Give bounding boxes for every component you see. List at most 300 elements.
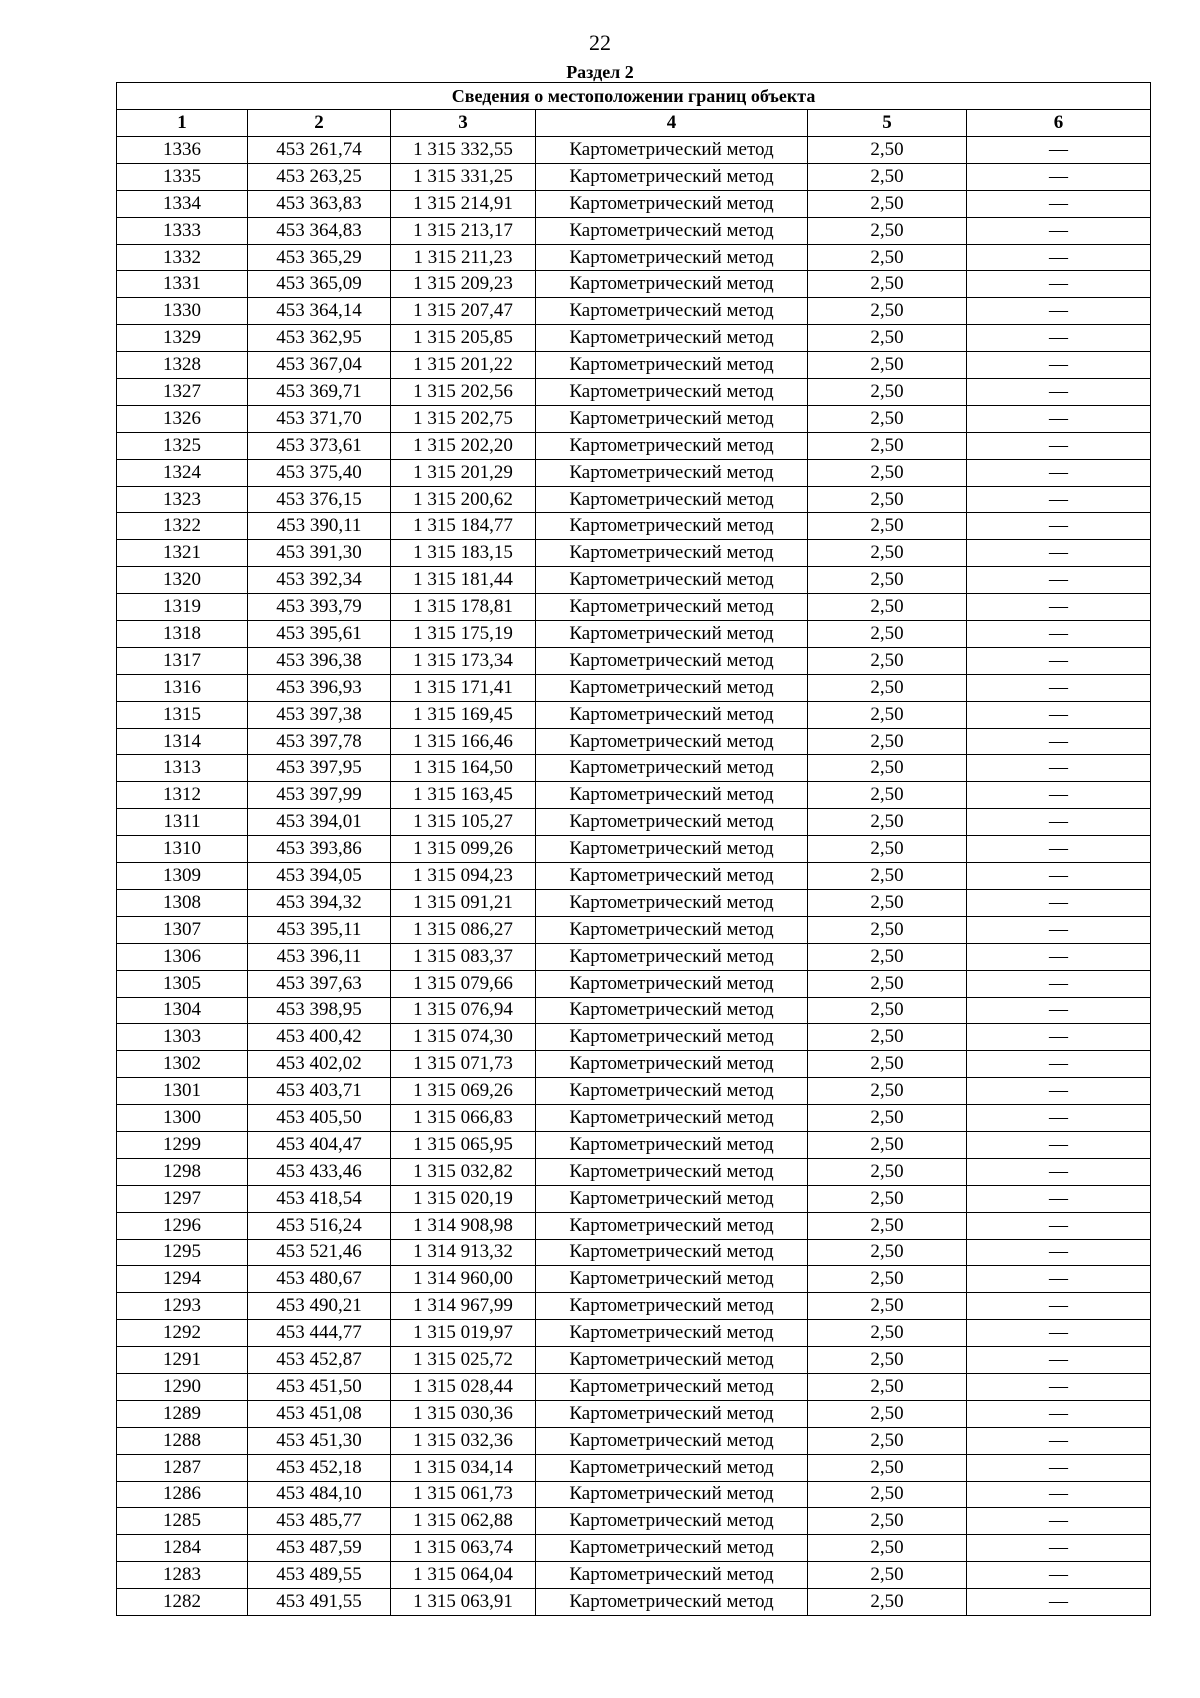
method-cell: Картометрический метод: [536, 271, 808, 298]
boundary-coordinates-table: [116, 82, 1151, 1616]
table-header-row: [117, 110, 1151, 137]
note-cell: —: [967, 486, 1151, 513]
x-coordinate-cell: 453 451,08: [248, 1400, 391, 1427]
accuracy-cell: 2,50: [808, 1400, 967, 1427]
point-number-cell: 1311: [117, 809, 248, 836]
note-cell: —: [967, 836, 1151, 863]
note-cell: —: [967, 701, 1151, 728]
x-coordinate-cell: 453 402,02: [248, 1051, 391, 1078]
note-cell: —: [967, 137, 1151, 164]
method-cell: Картометрический метод: [536, 755, 808, 782]
y-coordinate-cell: 1 315 175,19: [391, 621, 536, 648]
note-cell: —: [967, 379, 1151, 406]
point-number-cell: 1286: [117, 1481, 248, 1508]
point-number-cell: 1334: [117, 190, 248, 217]
note-cell: —: [967, 1158, 1151, 1185]
table-row: [117, 379, 1151, 406]
x-coordinate-cell: 453 398,95: [248, 997, 391, 1024]
note-cell: —: [967, 1562, 1151, 1589]
note-cell: —: [967, 782, 1151, 809]
note-cell: —: [967, 594, 1151, 621]
x-coordinate-cell: 453 394,01: [248, 809, 391, 836]
point-number-cell: 1287: [117, 1454, 248, 1481]
accuracy-cell: 2,50: [808, 405, 967, 432]
table-row: [117, 1535, 1151, 1562]
y-coordinate-cell: 1 315 213,17: [391, 217, 536, 244]
point-number-cell: 1322: [117, 513, 248, 540]
x-coordinate-cell: 453 418,54: [248, 1185, 391, 1212]
table-row: [117, 325, 1151, 352]
x-coordinate-cell: 453 263,25: [248, 163, 391, 190]
note-cell: —: [967, 755, 1151, 782]
method-cell: Картометрический метод: [536, 1293, 808, 1320]
accuracy-cell: 2,50: [808, 1535, 967, 1562]
accuracy-cell: 2,50: [808, 970, 967, 997]
note-cell: —: [967, 674, 1151, 701]
accuracy-cell: 2,50: [808, 943, 967, 970]
point-number-cell: 1299: [117, 1131, 248, 1158]
table-row: [117, 432, 1151, 459]
y-coordinate-cell: 1 315 205,85: [391, 325, 536, 352]
table-row: [117, 567, 1151, 594]
accuracy-cell: 2,50: [808, 1212, 967, 1239]
x-coordinate-cell: 453 365,09: [248, 271, 391, 298]
table-body: [117, 137, 1151, 1616]
accuracy-cell: 2,50: [808, 782, 967, 809]
x-coordinate-cell: 453 404,47: [248, 1131, 391, 1158]
point-number-cell: 1305: [117, 970, 248, 997]
note-cell: —: [967, 190, 1151, 217]
x-coordinate-cell: 453 395,11: [248, 916, 391, 943]
point-number-cell: 1298: [117, 1158, 248, 1185]
accuracy-cell: 2,50: [808, 1481, 967, 1508]
x-coordinate-cell: 453 397,78: [248, 728, 391, 755]
point-number-cell: 1336: [117, 137, 248, 164]
note-cell: —: [967, 1400, 1151, 1427]
table-row: [117, 621, 1151, 648]
note-cell: —: [967, 325, 1151, 352]
point-number-cell: 1283: [117, 1562, 248, 1589]
table-row: [117, 1051, 1151, 1078]
x-coordinate-cell: 453 396,11: [248, 943, 391, 970]
note-cell: —: [967, 567, 1151, 594]
accuracy-cell: 2,50: [808, 459, 967, 486]
table-row: [117, 647, 1151, 674]
accuracy-cell: 2,50: [808, 271, 967, 298]
method-cell: Картометрический метод: [536, 889, 808, 916]
point-number-cell: 1327: [117, 379, 248, 406]
table-row: [117, 405, 1151, 432]
method-cell: Картометрический метод: [536, 594, 808, 621]
note-cell: —: [967, 943, 1151, 970]
table-row: [117, 1427, 1151, 1454]
method-cell: Картометрический метод: [536, 298, 808, 325]
table-row: [117, 271, 1151, 298]
note-cell: —: [967, 540, 1151, 567]
note-cell: —: [967, 1373, 1151, 1400]
method-cell: Картометрический метод: [536, 1266, 808, 1293]
note-cell: —: [967, 863, 1151, 890]
note-cell: —: [967, 1589, 1151, 1616]
point-number-cell: 1288: [117, 1427, 248, 1454]
x-coordinate-cell: 453 516,24: [248, 1212, 391, 1239]
y-coordinate-cell: 1 315 214,91: [391, 190, 536, 217]
y-coordinate-cell: 1 314 913,32: [391, 1239, 536, 1266]
x-coordinate-cell: 453 487,59: [248, 1535, 391, 1562]
point-number-cell: 1284: [117, 1535, 248, 1562]
method-cell: Картометрический метод: [536, 486, 808, 513]
column-header: 4: [536, 110, 808, 137]
accuracy-cell: 2,50: [808, 325, 967, 352]
note-cell: —: [967, 809, 1151, 836]
column-header: 5: [808, 110, 967, 137]
x-coordinate-cell: 453 364,83: [248, 217, 391, 244]
y-coordinate-cell: 1 315 099,26: [391, 836, 536, 863]
y-coordinate-cell: 1 315 201,22: [391, 352, 536, 379]
method-cell: Картометрический метод: [536, 782, 808, 809]
note-cell: —: [967, 997, 1151, 1024]
method-cell: Картометрический метод: [536, 916, 808, 943]
point-number-cell: 1291: [117, 1347, 248, 1374]
table-caption-row: [117, 83, 1151, 110]
y-coordinate-cell: 1 315 074,30: [391, 1024, 536, 1051]
accuracy-cell: 2,50: [808, 1589, 967, 1616]
method-cell: Картометрический метод: [536, 325, 808, 352]
table-row: [117, 1481, 1151, 1508]
method-cell: Картометрический метод: [536, 137, 808, 164]
accuracy-cell: 2,50: [808, 916, 967, 943]
x-coordinate-cell: 453 393,86: [248, 836, 391, 863]
column-header: 1: [117, 110, 248, 137]
y-coordinate-cell: 1 315 062,88: [391, 1508, 536, 1535]
note-cell: —: [967, 1293, 1151, 1320]
method-cell: Картометрический метод: [536, 1347, 808, 1374]
point-number-cell: 1314: [117, 728, 248, 755]
method-cell: Картометрический метод: [536, 405, 808, 432]
point-number-cell: 1320: [117, 567, 248, 594]
y-coordinate-cell: 1 315 025,72: [391, 1347, 536, 1374]
x-coordinate-cell: 453 362,95: [248, 325, 391, 352]
method-cell: Картометрический метод: [536, 728, 808, 755]
accuracy-cell: 2,50: [808, 1293, 967, 1320]
table-row: [117, 863, 1151, 890]
x-coordinate-cell: 453 390,11: [248, 513, 391, 540]
note-cell: —: [967, 1105, 1151, 1132]
y-coordinate-cell: 1 315 200,62: [391, 486, 536, 513]
accuracy-cell: 2,50: [808, 809, 967, 836]
note-cell: —: [967, 1185, 1151, 1212]
accuracy-cell: 2,50: [808, 379, 967, 406]
x-coordinate-cell: 453 394,05: [248, 863, 391, 890]
y-coordinate-cell: 1 315 178,81: [391, 594, 536, 621]
y-coordinate-cell: 1 315 163,45: [391, 782, 536, 809]
note-cell: —: [967, 647, 1151, 674]
column-header: 3: [391, 110, 536, 137]
point-number-cell: 1294: [117, 1266, 248, 1293]
method-cell: Картометрический метод: [536, 1481, 808, 1508]
table-row: [117, 594, 1151, 621]
note-cell: —: [967, 1051, 1151, 1078]
accuracy-cell: 2,50: [808, 728, 967, 755]
note-cell: —: [967, 513, 1151, 540]
point-number-cell: 1316: [117, 674, 248, 701]
table-row: [117, 217, 1151, 244]
point-number-cell: 1315: [117, 701, 248, 728]
x-coordinate-cell: 453 452,18: [248, 1454, 391, 1481]
y-coordinate-cell: 1 315 063,91: [391, 1589, 536, 1616]
method-cell: Картометрический метод: [536, 647, 808, 674]
point-number-cell: 1300: [117, 1105, 248, 1132]
method-cell: Картометрический метод: [536, 1400, 808, 1427]
y-coordinate-cell: 1 315 063,74: [391, 1535, 536, 1562]
y-coordinate-cell: 1 314 960,00: [391, 1266, 536, 1293]
method-cell: Картометрический метод: [536, 1508, 808, 1535]
method-cell: Картометрический метод: [536, 970, 808, 997]
y-coordinate-cell: 1 315 034,14: [391, 1454, 536, 1481]
x-coordinate-cell: 453 391,30: [248, 540, 391, 567]
accuracy-cell: 2,50: [808, 1185, 967, 1212]
x-coordinate-cell: 453 491,55: [248, 1589, 391, 1616]
x-coordinate-cell: 453 485,77: [248, 1508, 391, 1535]
method-cell: Картометрический метод: [536, 1105, 808, 1132]
x-coordinate-cell: 453 451,30: [248, 1427, 391, 1454]
y-coordinate-cell: 1 315 201,29: [391, 459, 536, 486]
note-cell: —: [967, 621, 1151, 648]
point-number-cell: 1312: [117, 782, 248, 809]
y-coordinate-cell: 1 315 028,44: [391, 1373, 536, 1400]
accuracy-cell: 2,50: [808, 1562, 967, 1589]
method-cell: Картометрический метод: [536, 1131, 808, 1158]
table-row: [117, 782, 1151, 809]
accuracy-cell: 2,50: [808, 540, 967, 567]
point-number-cell: 1317: [117, 647, 248, 674]
point-number-cell: 1318: [117, 621, 248, 648]
y-coordinate-cell: 1 315 332,55: [391, 137, 536, 164]
x-coordinate-cell: 453 452,87: [248, 1347, 391, 1374]
point-number-cell: 1301: [117, 1078, 248, 1105]
point-number-cell: 1297: [117, 1185, 248, 1212]
table-row: [117, 836, 1151, 863]
y-coordinate-cell: 1 315 202,20: [391, 432, 536, 459]
accuracy-cell: 2,50: [808, 1051, 967, 1078]
x-coordinate-cell: 453 397,38: [248, 701, 391, 728]
point-number-cell: 1313: [117, 755, 248, 782]
method-cell: Картометрический метод: [536, 1051, 808, 1078]
table-row: [117, 1508, 1151, 1535]
accuracy-cell: 2,50: [808, 1024, 967, 1051]
note-cell: —: [967, 1239, 1151, 1266]
point-number-cell: 1308: [117, 889, 248, 916]
y-coordinate-cell: 1 315 105,27: [391, 809, 536, 836]
y-coordinate-cell: 1 315 032,36: [391, 1427, 536, 1454]
accuracy-cell: 2,50: [808, 1131, 967, 1158]
accuracy-cell: 2,50: [808, 1320, 967, 1347]
accuracy-cell: 2,50: [808, 1078, 967, 1105]
method-cell: Картометрический метод: [536, 863, 808, 890]
note-cell: —: [967, 405, 1151, 432]
y-coordinate-cell: 1 315 202,56: [391, 379, 536, 406]
method-cell: Картометрический метод: [536, 1535, 808, 1562]
point-number-cell: 1292: [117, 1320, 248, 1347]
point-number-cell: 1293: [117, 1293, 248, 1320]
table-row: [117, 298, 1151, 325]
x-coordinate-cell: 453 365,29: [248, 244, 391, 271]
accuracy-cell: 2,50: [808, 1347, 967, 1374]
note-cell: —: [967, 1508, 1151, 1535]
accuracy-cell: 2,50: [808, 137, 967, 164]
y-coordinate-cell: 1 314 908,98: [391, 1212, 536, 1239]
point-number-cell: 1282: [117, 1589, 248, 1616]
x-coordinate-cell: 453 392,34: [248, 567, 391, 594]
table-row: [117, 1185, 1151, 1212]
point-number-cell: 1323: [117, 486, 248, 513]
y-coordinate-cell: 1 315 019,97: [391, 1320, 536, 1347]
method-cell: Картометрический метод: [536, 1427, 808, 1454]
y-coordinate-cell: 1 315 032,82: [391, 1158, 536, 1185]
y-coordinate-cell: 1 315 065,95: [391, 1131, 536, 1158]
note-cell: —: [967, 244, 1151, 271]
y-coordinate-cell: 1 315 020,19: [391, 1185, 536, 1212]
accuracy-cell: 2,50: [808, 863, 967, 890]
point-number-cell: 1296: [117, 1212, 248, 1239]
table-row: [117, 1562, 1151, 1589]
x-coordinate-cell: 453 490,21: [248, 1293, 391, 1320]
table-row: [117, 1400, 1151, 1427]
accuracy-cell: 2,50: [808, 647, 967, 674]
note-cell: —: [967, 1427, 1151, 1454]
x-coordinate-cell: 453 367,04: [248, 352, 391, 379]
accuracy-cell: 2,50: [808, 567, 967, 594]
method-cell: Картометрический метод: [536, 1158, 808, 1185]
y-coordinate-cell: 1 315 083,37: [391, 943, 536, 970]
method-cell: Картометрический метод: [536, 1320, 808, 1347]
note-cell: —: [967, 163, 1151, 190]
note-cell: —: [967, 1024, 1151, 1051]
y-coordinate-cell: 1 315 181,44: [391, 567, 536, 594]
y-coordinate-cell: 1 315 209,23: [391, 271, 536, 298]
accuracy-cell: 2,50: [808, 1454, 967, 1481]
x-coordinate-cell: 453 521,46: [248, 1239, 391, 1266]
table-row: [117, 1239, 1151, 1266]
table-row: [117, 1024, 1151, 1051]
accuracy-cell: 2,50: [808, 1158, 967, 1185]
table-row: [117, 997, 1151, 1024]
point-number-cell: 1331: [117, 271, 248, 298]
method-cell: Картометрический метод: [536, 1589, 808, 1616]
x-coordinate-cell: 453 451,50: [248, 1373, 391, 1400]
accuracy-cell: 2,50: [808, 1239, 967, 1266]
point-number-cell: 1319: [117, 594, 248, 621]
column-header: 2: [248, 110, 391, 137]
method-cell: Картометрический метод: [536, 809, 808, 836]
table-row: [117, 1454, 1151, 1481]
method-cell: Картометрический метод: [536, 379, 808, 406]
table-row: [117, 1105, 1151, 1132]
point-number-cell: 1333: [117, 217, 248, 244]
table-row: [117, 1266, 1151, 1293]
table-row: [117, 1131, 1151, 1158]
y-coordinate-cell: 1 315 207,47: [391, 298, 536, 325]
y-coordinate-cell: 1 315 061,73: [391, 1481, 536, 1508]
point-number-cell: 1328: [117, 352, 248, 379]
x-coordinate-cell: 453 371,70: [248, 405, 391, 432]
column-header: 6: [967, 110, 1151, 137]
accuracy-cell: 2,50: [808, 674, 967, 701]
table-caption: Сведения о местоположении границ объекта: [117, 83, 1151, 110]
accuracy-cell: 2,50: [808, 997, 967, 1024]
x-coordinate-cell: 453 393,79: [248, 594, 391, 621]
y-coordinate-cell: 1 315 183,15: [391, 540, 536, 567]
table-row: [117, 674, 1151, 701]
x-coordinate-cell: 453 397,99: [248, 782, 391, 809]
method-cell: Картометрический метод: [536, 943, 808, 970]
accuracy-cell: 2,50: [808, 621, 967, 648]
point-number-cell: 1289: [117, 1400, 248, 1427]
accuracy-cell: 2,50: [808, 755, 967, 782]
x-coordinate-cell: 453 484,10: [248, 1481, 391, 1508]
point-number-cell: 1321: [117, 540, 248, 567]
accuracy-cell: 2,50: [808, 432, 967, 459]
method-cell: Картометрический метод: [536, 217, 808, 244]
table-row: [117, 352, 1151, 379]
note-cell: —: [967, 728, 1151, 755]
y-coordinate-cell: 1 315 171,41: [391, 674, 536, 701]
method-cell: Картометрический метод: [536, 1239, 808, 1266]
table-row: [117, 163, 1151, 190]
table-row: [117, 916, 1151, 943]
x-coordinate-cell: 453 397,95: [248, 755, 391, 782]
note-cell: —: [967, 1212, 1151, 1239]
method-cell: Картометрический метод: [536, 1185, 808, 1212]
accuracy-cell: 2,50: [808, 1427, 967, 1454]
note-cell: —: [967, 1078, 1151, 1105]
note-cell: —: [967, 1454, 1151, 1481]
method-cell: Картометрический метод: [536, 1373, 808, 1400]
x-coordinate-cell: 453 369,71: [248, 379, 391, 406]
y-coordinate-cell: 1 315 184,77: [391, 513, 536, 540]
method-cell: Картометрический метод: [536, 674, 808, 701]
method-cell: Картометрический метод: [536, 567, 808, 594]
y-coordinate-cell: 1 315 064,04: [391, 1562, 536, 1589]
point-number-cell: 1330: [117, 298, 248, 325]
point-number-cell: 1332: [117, 244, 248, 271]
method-cell: Картометрический метод: [536, 621, 808, 648]
note-cell: —: [967, 352, 1151, 379]
y-coordinate-cell: 1 315 173,34: [391, 647, 536, 674]
table-row: [117, 1347, 1151, 1374]
accuracy-cell: 2,50: [808, 1508, 967, 1535]
table-row: [117, 540, 1151, 567]
point-number-cell: 1290: [117, 1373, 248, 1400]
y-coordinate-cell: 1 315 071,73: [391, 1051, 536, 1078]
y-coordinate-cell: 1 315 030,36: [391, 1400, 536, 1427]
table-row: [117, 728, 1151, 755]
y-coordinate-cell: 1 314 967,99: [391, 1293, 536, 1320]
x-coordinate-cell: 453 480,67: [248, 1266, 391, 1293]
x-coordinate-cell: 453 433,46: [248, 1158, 391, 1185]
point-number-cell: 1325: [117, 432, 248, 459]
x-coordinate-cell: 453 400,42: [248, 1024, 391, 1051]
method-cell: Картометрический метод: [536, 459, 808, 486]
method-cell: Картометрический метод: [536, 432, 808, 459]
accuracy-cell: 2,50: [808, 701, 967, 728]
y-coordinate-cell: 1 315 069,26: [391, 1078, 536, 1105]
x-coordinate-cell: 453 396,38: [248, 647, 391, 674]
y-coordinate-cell: 1 315 169,45: [391, 701, 536, 728]
method-cell: Картометрический метод: [536, 836, 808, 863]
accuracy-cell: 2,50: [808, 190, 967, 217]
x-coordinate-cell: 453 261,74: [248, 137, 391, 164]
